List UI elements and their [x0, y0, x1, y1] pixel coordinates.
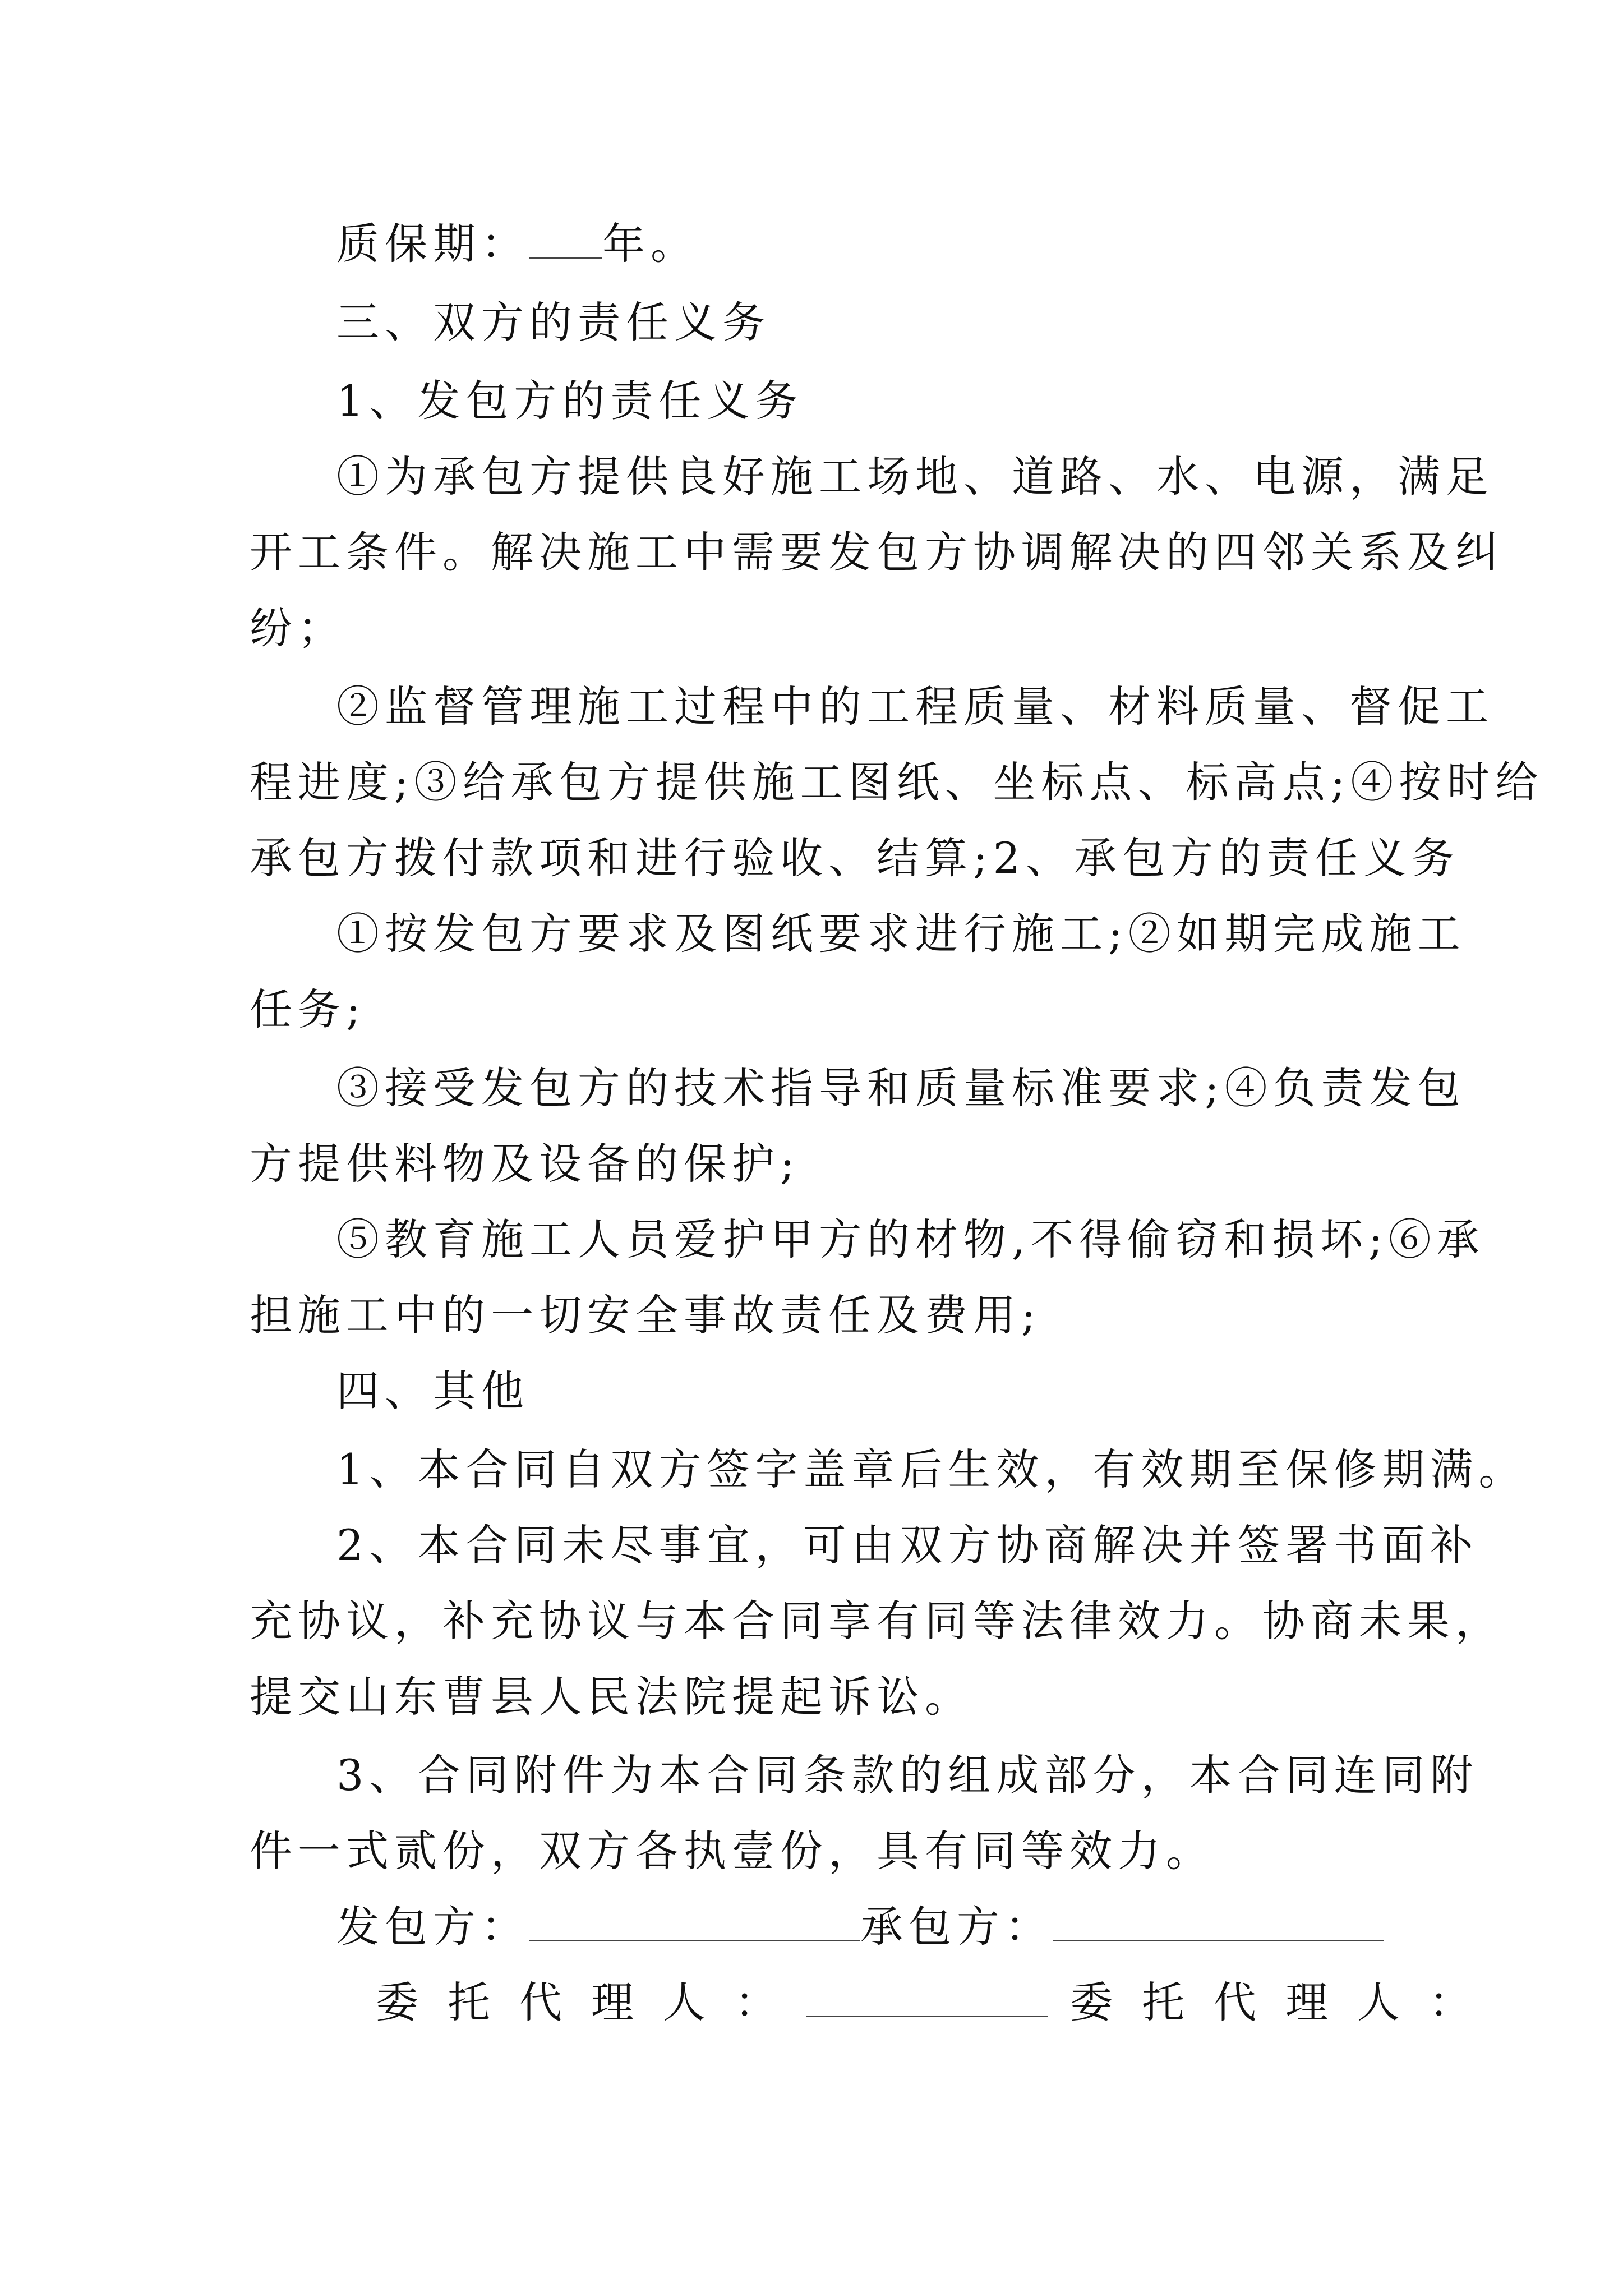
clause-3-line-2: 件一式贰份，双方各执壹份，具有同等效力。	[250, 1826, 1214, 1876]
clause-2-line-1: 2、本合同未尽事宜，可由双方协商解决并签署书面补	[336, 1520, 1479, 1570]
paragraph-3-line-2: 任务;	[250, 984, 366, 1034]
quality-period-blank	[529, 218, 602, 259]
clause-2-line-3: 提交山东曹县人民法院提起诉讼。	[250, 1672, 973, 1722]
section-3-1-title: 1、发包方的责任义务	[336, 376, 804, 426]
party-a-label: 发包方：	[336, 1902, 529, 1952]
paragraph-1-line-3: 纷；	[250, 603, 346, 653]
paragraph-4-line-1: ③接受发包方的技术指导和质量标准要求;④负责发包	[336, 1063, 1466, 1113]
paragraph-2-line-2: 程进度;③给承包方提供施工图纸、坐标点、标高点;④按时给	[250, 757, 1544, 807]
clause-3-line-1: 3、合同附件为本合同条款的组成部分，本合同连同附	[336, 1750, 1479, 1800]
paragraph-2-line-1: ②监督管理施工过程中的工程质量、材料质量、督促工	[336, 682, 1494, 731]
section-3-title: 三、双方的责任义务	[336, 297, 771, 347]
party-b-blank	[1053, 1901, 1384, 1941]
agent-b-label: 委托代理人：	[1070, 1977, 1501, 2027]
party-a-blank	[529, 1901, 860, 1941]
paragraph-1-line-1: ①为承包方提供良好施工场地、道路、水、电源，满足	[336, 452, 1494, 501]
paragraph-3-line-1: ①按发包方要求及图纸要求进行施工;②如期完成施工	[336, 909, 1466, 959]
paragraph-1-line-2: 开工条件。解决施工中需要发包方协调解决的四邻关系及纠	[250, 527, 1504, 577]
section-4-title: 四、其他	[336, 1366, 529, 1416]
quality-period-suffix: 年。	[602, 219, 699, 269]
quality-period-label: 质保期：	[336, 219, 529, 269]
clause-1: 1、本合同自双方签字盖章后生效，有效期至保修期满。	[336, 1444, 1527, 1494]
paragraph-2-line-3: 承包方拨付款项和进行验收、结算;2、承包方的责任义务	[250, 833, 1460, 883]
clause-2-line-2: 充协议，补充协议与本合同享有同等法律效力。协商未果，	[250, 1596, 1504, 1646]
agent-a-blank	[806, 1976, 1048, 2017]
paragraph-5-line-1: ⑤教育施工人员爱护甲方的材物,不得偷窃和损坏;⑥承	[336, 1214, 1485, 1264]
paragraph-5-line-2: 担施工中的一切安全事故责任及费用;	[250, 1290, 1041, 1340]
party-b-label: 承包方：	[860, 1902, 1053, 1952]
signature-parties-line	[336, 1899, 1384, 1955]
quality-period-line	[336, 216, 699, 272]
signature-agents-line	[376, 1975, 1501, 2031]
paragraph-4-line-2: 方提供料物及设备的保护;	[250, 1139, 800, 1189]
agent-a-label: 委托代理人：	[376, 1977, 806, 2027]
